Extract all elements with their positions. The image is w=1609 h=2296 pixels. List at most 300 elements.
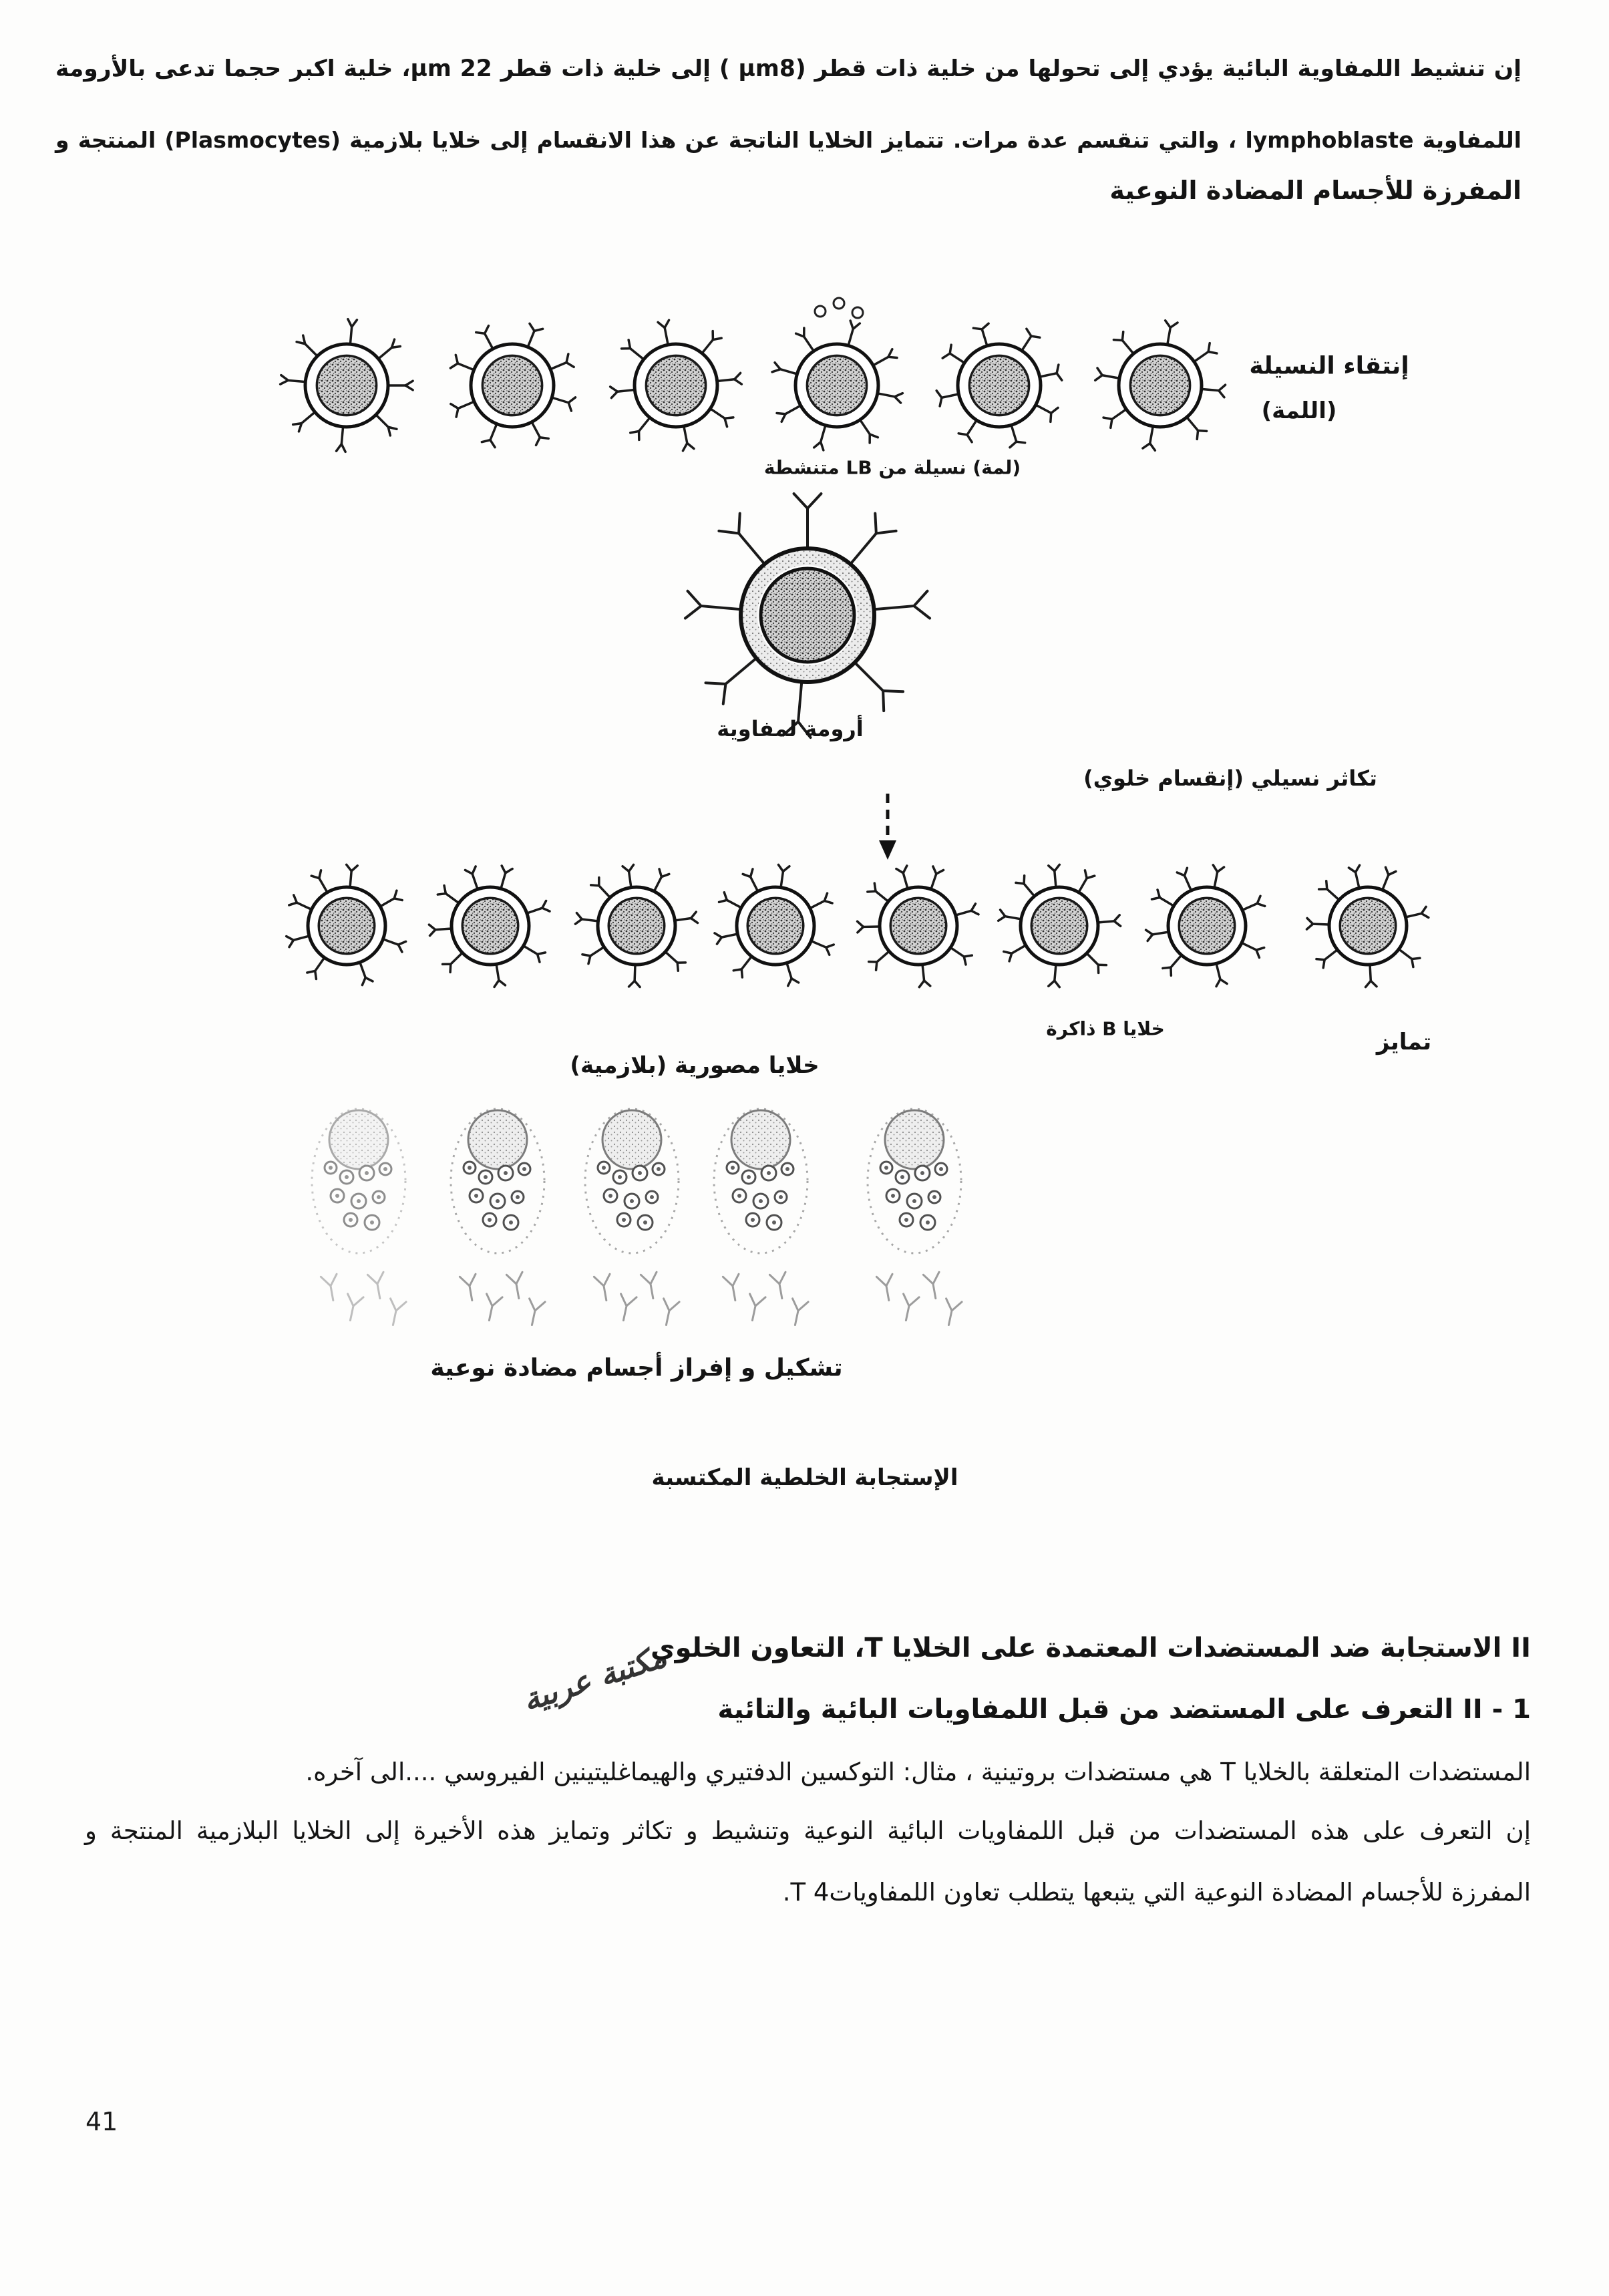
antibody-receptor <box>450 355 474 369</box>
rough-er-vesicle <box>900 1213 913 1226</box>
plasma-cell <box>451 1109 545 1327</box>
antibody-receptor <box>787 963 799 985</box>
intro-line-3: المفرزة للأجسام المضادة النوعية <box>1109 176 1522 205</box>
antibody-receptor <box>1242 896 1265 910</box>
vesicle-core <box>926 1220 930 1224</box>
vesicle-core <box>522 1167 526 1171</box>
plasma-cell <box>312 1109 406 1327</box>
antibody-receptor <box>591 878 610 898</box>
cell-nucleus <box>319 898 375 954</box>
intro-line-1: إن تنشيط اللمفاوية البائية يؤدي إلى تحولها من خلية ذات قطر (µm8 ) إلى خلية ذات قطر µm 22، خلية اكبر حجما تدعى بالأرومة <box>55 55 1522 82</box>
rough-er-vesicle <box>624 1194 639 1208</box>
vesicle-core <box>370 1220 374 1224</box>
antibody-receptor <box>1095 368 1119 380</box>
vesicle-core <box>650 1195 654 1199</box>
antibody-receptor <box>658 320 669 345</box>
antibody-receptor <box>1113 332 1133 354</box>
secreted-antibody <box>641 1272 661 1300</box>
vesicle-core <box>884 1166 888 1170</box>
antibody-receptor <box>999 910 1021 921</box>
rough-er-vesicle <box>915 1166 930 1180</box>
cell-nucleus <box>462 898 518 954</box>
vesicle-core <box>365 1171 369 1175</box>
antibody-receptor <box>552 397 575 411</box>
cell-nucleus <box>317 355 376 415</box>
antibody-receptor <box>1316 950 1337 968</box>
rough-er-vesicle <box>880 1162 892 1174</box>
antibody-receptor <box>622 864 633 887</box>
antibody-receptor <box>848 321 860 345</box>
b-lymphocyte-clone <box>610 320 742 451</box>
antibody-receptor <box>1079 870 1095 892</box>
secreted-antibody <box>594 1274 614 1302</box>
rough-er-vesicle <box>928 1191 940 1203</box>
antibody-receptor <box>465 866 478 889</box>
secreted-antibody <box>745 1294 765 1322</box>
antibody-receptor <box>1399 949 1420 967</box>
secreted-antibody <box>898 1294 919 1322</box>
proliferated-b-lymphocyte <box>1146 865 1265 987</box>
antibody-receptor <box>1151 890 1174 906</box>
vesicle-core <box>751 1218 755 1222</box>
antibody-receptor <box>622 340 644 359</box>
vesicle-core <box>488 1218 492 1222</box>
section-paragraph-1: المستضدات المتعلقة بالخلايا T هي مستضدات بروتينية ، مثال: التوكسين الدفتيري والهيماغليتينين الفيروسي ....الى آخره. <box>305 1758 1531 1786</box>
antigen <box>834 298 844 309</box>
vesicle-core <box>357 1199 361 1203</box>
secreted-antibody <box>876 1274 896 1302</box>
rough-er-vesicle <box>733 1189 746 1202</box>
b-lymphocyte-clone <box>936 323 1062 448</box>
antibody-receptor <box>610 387 635 398</box>
antibody-receptor <box>1163 955 1182 976</box>
antibody-receptor <box>1146 930 1169 941</box>
antibody-receptor <box>582 947 604 964</box>
antibody-receptor <box>631 418 650 440</box>
antibody-receptor <box>811 941 834 955</box>
antibody-receptor <box>772 363 797 374</box>
proliferated-b-lymphocyte <box>575 864 697 987</box>
rough-er-vesicle <box>479 1170 492 1184</box>
vesicle-core <box>759 1199 763 1203</box>
antibody-receptor <box>950 947 972 964</box>
rough-er-vesicle <box>344 1213 357 1226</box>
proliferated-b-lymphocyte <box>715 864 834 985</box>
antibody-receptor <box>360 963 373 985</box>
plasma-cell <box>585 1109 679 1327</box>
cell-membrane <box>598 887 675 965</box>
antibody-receptor <box>942 345 964 363</box>
secreted-antibody <box>769 1272 789 1300</box>
antibody-receptor <box>873 349 897 365</box>
proliferated-b-lymphocyte <box>287 864 406 985</box>
antibody-receptor <box>550 354 574 369</box>
plasma-cell <box>868 1109 962 1327</box>
antibody-receptor <box>878 393 903 403</box>
rough-er-vesicle <box>613 1170 627 1184</box>
cell-membrane <box>795 344 878 427</box>
antibody-receptor <box>814 426 826 450</box>
antibody-receptor <box>532 422 548 446</box>
plasma-cell-nucleus <box>731 1110 790 1169</box>
rough-er-vesicle <box>727 1162 739 1174</box>
antibody-receptor <box>476 326 493 349</box>
rough-er-vesicle <box>470 1189 483 1202</box>
plasma-cell-membrane <box>868 1109 961 1253</box>
antibody-receptor <box>794 494 822 548</box>
antibody-receptor <box>685 591 741 619</box>
cell-nucleus <box>747 898 803 954</box>
plasma-cell-membrane <box>585 1109 679 1253</box>
cell-membrane <box>1329 887 1407 965</box>
vesicle-core <box>785 1167 789 1171</box>
antibody-receptor <box>777 405 801 422</box>
cell-membrane <box>635 344 717 427</box>
vesicle-core <box>731 1166 735 1170</box>
rough-er-vesicle <box>633 1166 647 1180</box>
vesicle-core <box>474 1194 478 1198</box>
antigen <box>815 306 826 317</box>
antibody-receptor <box>810 893 832 909</box>
cell-nucleus <box>1031 898 1087 954</box>
secreted-antibody <box>524 1299 545 1327</box>
lymphoblast-cytoplasm-ring <box>757 565 858 665</box>
cell-nucleus <box>482 355 542 415</box>
antibody-receptor <box>1213 865 1224 888</box>
cell-membrane <box>1119 344 1202 427</box>
activated-clone-label: (لمة) نسيلة من LB متنشطة <box>763 456 1021 479</box>
antibody-receptor <box>524 946 546 962</box>
antibody-receptor <box>337 427 346 452</box>
cell-membrane <box>305 344 388 427</box>
plasma-cells-label: خلايا مصورية (بلازمية) <box>570 1052 820 1079</box>
cell-membrane <box>958 344 1041 427</box>
diagram-caption: الإستجابة الخلطية المكتسبة <box>651 1464 958 1491</box>
memory-cells-label: خلايا B ذاكرة <box>1046 1017 1165 1040</box>
antibody-receptor <box>719 892 741 908</box>
clone-selection-label: إنتقاء النسيلة <box>1249 352 1409 380</box>
rough-er-vesicle <box>907 1194 922 1208</box>
proliferated-b-lymphocyte <box>429 866 550 987</box>
b-lymphocyte-clone <box>450 323 575 447</box>
antibody-receptor <box>683 426 693 451</box>
antibody-receptor <box>293 412 315 432</box>
vesicle-core <box>657 1167 661 1171</box>
antibody-receptor <box>1087 953 1106 973</box>
rough-er-vesicle <box>504 1215 518 1230</box>
antibody-receptor <box>743 869 758 891</box>
section-subheading: II - 1 التعرف على المستضد من قبل اللمفاويات البائية والتائية <box>717 1694 1531 1725</box>
antibody-receptor <box>1010 425 1025 447</box>
vesicle-core <box>329 1166 333 1170</box>
secreted-antibody <box>367 1272 387 1300</box>
antibody-receptor <box>1365 965 1377 987</box>
plasma-cell-nucleus <box>885 1110 944 1169</box>
antibody-receptor <box>1319 881 1339 900</box>
secreted-antibody <box>321 1274 341 1302</box>
antibody-receptor <box>347 864 358 887</box>
antibody-receptor <box>281 375 306 385</box>
antibody-receptor <box>665 952 685 971</box>
vesicle-core <box>630 1199 634 1203</box>
rough-er-vesicle <box>781 1163 793 1175</box>
vesicle-core <box>516 1195 520 1199</box>
antibody-receptor <box>380 890 402 907</box>
antibody-receptor <box>443 953 463 972</box>
antibody-secretion-label: تشكيل و إفراز أجسام مضادة نوعية <box>430 1354 843 1382</box>
antibody-receptor <box>931 866 944 889</box>
rough-er-vesicle <box>896 1170 909 1184</box>
antibody-receptor <box>675 912 697 923</box>
antigen <box>852 307 863 318</box>
antibody-receptor <box>710 409 733 427</box>
rough-er-vesicle <box>365 1215 379 1230</box>
antibody-receptor <box>1166 321 1178 345</box>
antibody-receptor <box>705 658 756 703</box>
antibody-receptor <box>1406 907 1429 917</box>
antibody-receptor <box>311 870 327 892</box>
vesicle-core <box>618 1175 622 1179</box>
antibody-receptor <box>1202 385 1226 397</box>
cell-membrane <box>308 887 385 965</box>
antibody-receptor <box>896 866 908 888</box>
antibody-receptor <box>451 401 474 417</box>
antibody-receptor <box>717 373 742 384</box>
proliferated-b-lymphocyte <box>1306 865 1428 987</box>
rough-er-vesicle <box>920 1215 935 1230</box>
vesicle-core <box>345 1175 349 1179</box>
rough-er-vesicle <box>325 1162 337 1174</box>
antibody-receptor <box>1383 867 1396 890</box>
rough-er-vesicle <box>761 1166 776 1180</box>
antibody-receptor <box>874 591 930 619</box>
cell-membrane <box>1021 887 1098 965</box>
section-paragraph-2-line-2: المفرزة للأجسام المضادة النوعية التي يتبعها يتطلب تعاون اللمفاويات4 T. <box>782 1878 1531 1907</box>
antibody-receptor <box>719 513 764 564</box>
vesicle-core <box>484 1175 488 1179</box>
differentiation-label: تمايز <box>1376 1029 1432 1055</box>
cell-membrane <box>737 887 814 965</box>
vesicle-core <box>602 1166 606 1170</box>
antibody-receptor <box>1242 943 1264 957</box>
antibody-receptor <box>936 391 958 406</box>
cell-nucleus <box>969 355 1029 415</box>
vesicle-core <box>904 1218 908 1222</box>
antibody-receptor <box>858 921 880 933</box>
cell-nucleus <box>646 355 705 415</box>
vesicle-core <box>767 1171 771 1175</box>
cell-nucleus <box>807 355 866 415</box>
cell-nucleus <box>1179 898 1235 954</box>
vesicle-core <box>912 1199 916 1203</box>
vesicle-core <box>509 1220 513 1224</box>
antibody-receptor <box>494 964 505 987</box>
antibody-receptor <box>973 323 989 345</box>
antibody-receptor <box>297 335 317 356</box>
rough-er-vesicle <box>638 1215 653 1230</box>
rough-er-vesicle <box>373 1191 385 1203</box>
proliferated-b-lymphocyte <box>999 864 1121 987</box>
plasma-cell-nucleus <box>329 1110 388 1169</box>
rough-er-vesicle <box>379 1163 391 1175</box>
antibody-receptor <box>919 965 930 987</box>
antibody-receptor <box>654 869 669 891</box>
antibody-receptor <box>388 381 413 390</box>
rough-er-vesicle <box>598 1162 610 1174</box>
cell-nucleus <box>608 898 665 954</box>
secreted-antibody <box>923 1272 943 1300</box>
rough-er-vesicle <box>753 1194 768 1208</box>
secreted-antibody <box>385 1299 406 1327</box>
antibody-receptor <box>1016 876 1035 896</box>
cell-nucleus <box>890 898 946 954</box>
rough-er-vesicle <box>359 1166 374 1180</box>
cell-membrane <box>880 887 957 965</box>
plasma-cell-nucleus <box>602 1110 661 1169</box>
page-number: 41 <box>85 2107 118 2136</box>
antibody-receptor <box>733 957 751 977</box>
library-stamp: مكتبة عربية <box>518 1637 671 1719</box>
cell-nucleus <box>1130 355 1190 415</box>
cell-membrane <box>471 344 554 427</box>
antibody-receptor <box>860 420 878 443</box>
vesicle-core <box>747 1175 751 1179</box>
antigen-cluster <box>815 298 863 318</box>
intro-line-2: اللمفاوية lymphoblaste ، والتي تنقسم عدة مرات. تتمايز الخلايا الناتجة عن هذا الانقسام إلى خلايا بلازمية (Plasmocytes) المنتجة و <box>55 127 1522 153</box>
rough-er-vesicle <box>518 1163 530 1175</box>
vesicle-core <box>779 1195 783 1199</box>
lymphoblast-membrane <box>741 548 874 682</box>
rough-er-vesicle <box>512 1191 524 1203</box>
antibody-receptor <box>1004 945 1026 961</box>
antibody-receptor <box>956 904 978 915</box>
vesicle-core <box>737 1194 741 1198</box>
antibody-receptor <box>482 424 496 447</box>
rough-er-vesicle <box>775 1191 787 1203</box>
antibody-receptor <box>1036 405 1058 422</box>
antibody-receptor <box>1103 409 1126 428</box>
antibody-receptor <box>527 900 550 913</box>
antibody-receptor <box>1098 915 1121 927</box>
clone-selection-sublabel: (اللمة) <box>1261 397 1337 424</box>
secreted-antibody <box>941 1299 962 1327</box>
vesicle-core <box>932 1195 936 1199</box>
antibody-receptor <box>1143 426 1155 450</box>
antibody-receptor <box>348 319 357 345</box>
antibody-receptor <box>528 323 542 347</box>
rough-er-vesicle <box>340 1170 353 1184</box>
antibody-receptor <box>715 933 737 944</box>
antibody-receptor <box>1177 868 1191 890</box>
rough-er-vesicle <box>742 1170 755 1184</box>
rough-er-vesicle <box>886 1189 900 1202</box>
antibody-receptor <box>501 866 512 888</box>
b-lymphocyte-clone <box>281 319 413 452</box>
vesicle-core <box>383 1167 387 1171</box>
vesicle-core <box>349 1218 353 1222</box>
rough-er-vesicle <box>464 1162 476 1174</box>
antibody-receptor <box>575 913 598 924</box>
vesicle-core <box>608 1194 612 1198</box>
secreted-antibody <box>343 1294 363 1322</box>
rough-er-vesicle <box>498 1166 513 1180</box>
vesicle-core <box>377 1195 381 1199</box>
proliferated-b-lymphocyte <box>858 866 978 987</box>
antibody-receptor <box>1349 865 1359 888</box>
antibody-receptor <box>869 951 890 970</box>
secreted-antibody <box>506 1272 526 1300</box>
vesicle-core <box>504 1171 508 1175</box>
secreted-antibody <box>723 1274 743 1302</box>
cell-membrane <box>1168 887 1246 965</box>
lymphoblast-nucleus <box>761 568 854 662</box>
vesicle-core <box>622 1218 626 1222</box>
vesicle-core <box>496 1199 500 1203</box>
antibody-receptor <box>868 883 888 901</box>
antibody-receptor <box>1216 963 1227 986</box>
antibody-receptor <box>1187 417 1207 439</box>
plasma-cell-nucleus <box>468 1110 527 1169</box>
antibody-receptor <box>1306 919 1329 930</box>
rough-er-vesicle <box>490 1194 505 1208</box>
lymphoblast-label: أرومة لمفاوية <box>717 716 864 742</box>
rough-er-vesicle <box>767 1215 781 1230</box>
antibody-receptor <box>429 925 452 936</box>
vesicle-core <box>643 1220 647 1224</box>
antibody-receptor <box>378 339 400 359</box>
antibody-receptor <box>437 886 459 903</box>
secreted-antibody <box>787 1299 808 1327</box>
rough-er-vesicle <box>746 1213 759 1226</box>
antibody-receptor <box>287 936 309 947</box>
rough-er-vesicle <box>653 1163 665 1175</box>
plasma-cell <box>714 1109 808 1327</box>
antibody-receptor <box>796 328 814 351</box>
antibody-receptor <box>850 513 896 564</box>
vesicle-core <box>772 1220 776 1224</box>
rough-er-vesicle <box>604 1189 617 1202</box>
rough-er-vesicle <box>331 1189 344 1202</box>
antibody-receptor <box>1049 965 1060 987</box>
plasma-cell-membrane <box>451 1109 544 1253</box>
rough-er-vesicle <box>483 1213 496 1226</box>
antibody-receptor <box>855 663 903 711</box>
secreted-antibody <box>482 1294 502 1322</box>
vesicle-core <box>891 1194 895 1198</box>
antibody-receptor <box>1022 329 1040 351</box>
proliferation-label: تكاثر نسيلي (إنقسام خلوي) <box>1083 766 1377 791</box>
antibody-receptor <box>383 939 406 952</box>
rough-er-vesicle <box>935 1163 947 1175</box>
antibody-receptor <box>778 864 789 887</box>
antibody-receptor <box>702 331 721 353</box>
antibody-receptor <box>307 958 325 979</box>
secreted-antibody <box>460 1274 480 1302</box>
vesicle-core <box>920 1171 924 1175</box>
vesicle-core <box>468 1166 472 1170</box>
b-lymphocyte-clone <box>772 321 902 450</box>
cell-membrane <box>452 887 529 965</box>
lymphoblast <box>685 494 930 737</box>
secreted-antibody <box>659 1299 679 1327</box>
rough-er-vesicle <box>617 1213 631 1226</box>
antibody-receptor <box>289 895 312 910</box>
section-heading: II الاستجابة ضد المستضدات المعتمدة على الخلايا T، التعاون الخلوي <box>650 1633 1531 1663</box>
vesicle-core <box>335 1194 339 1198</box>
section-paragraph-2-line-1: إن التعرف على هذه المستضدات من قبل اللمفاويات البائية النوعية وتنشيط و تكاثر وتمايز هذه الأخيرة إلى الخلايا البلازمية المنتجة و <box>85 1816 1531 1845</box>
plasma-cell-membrane <box>312 1109 405 1253</box>
antibody-receptor <box>1040 365 1062 380</box>
